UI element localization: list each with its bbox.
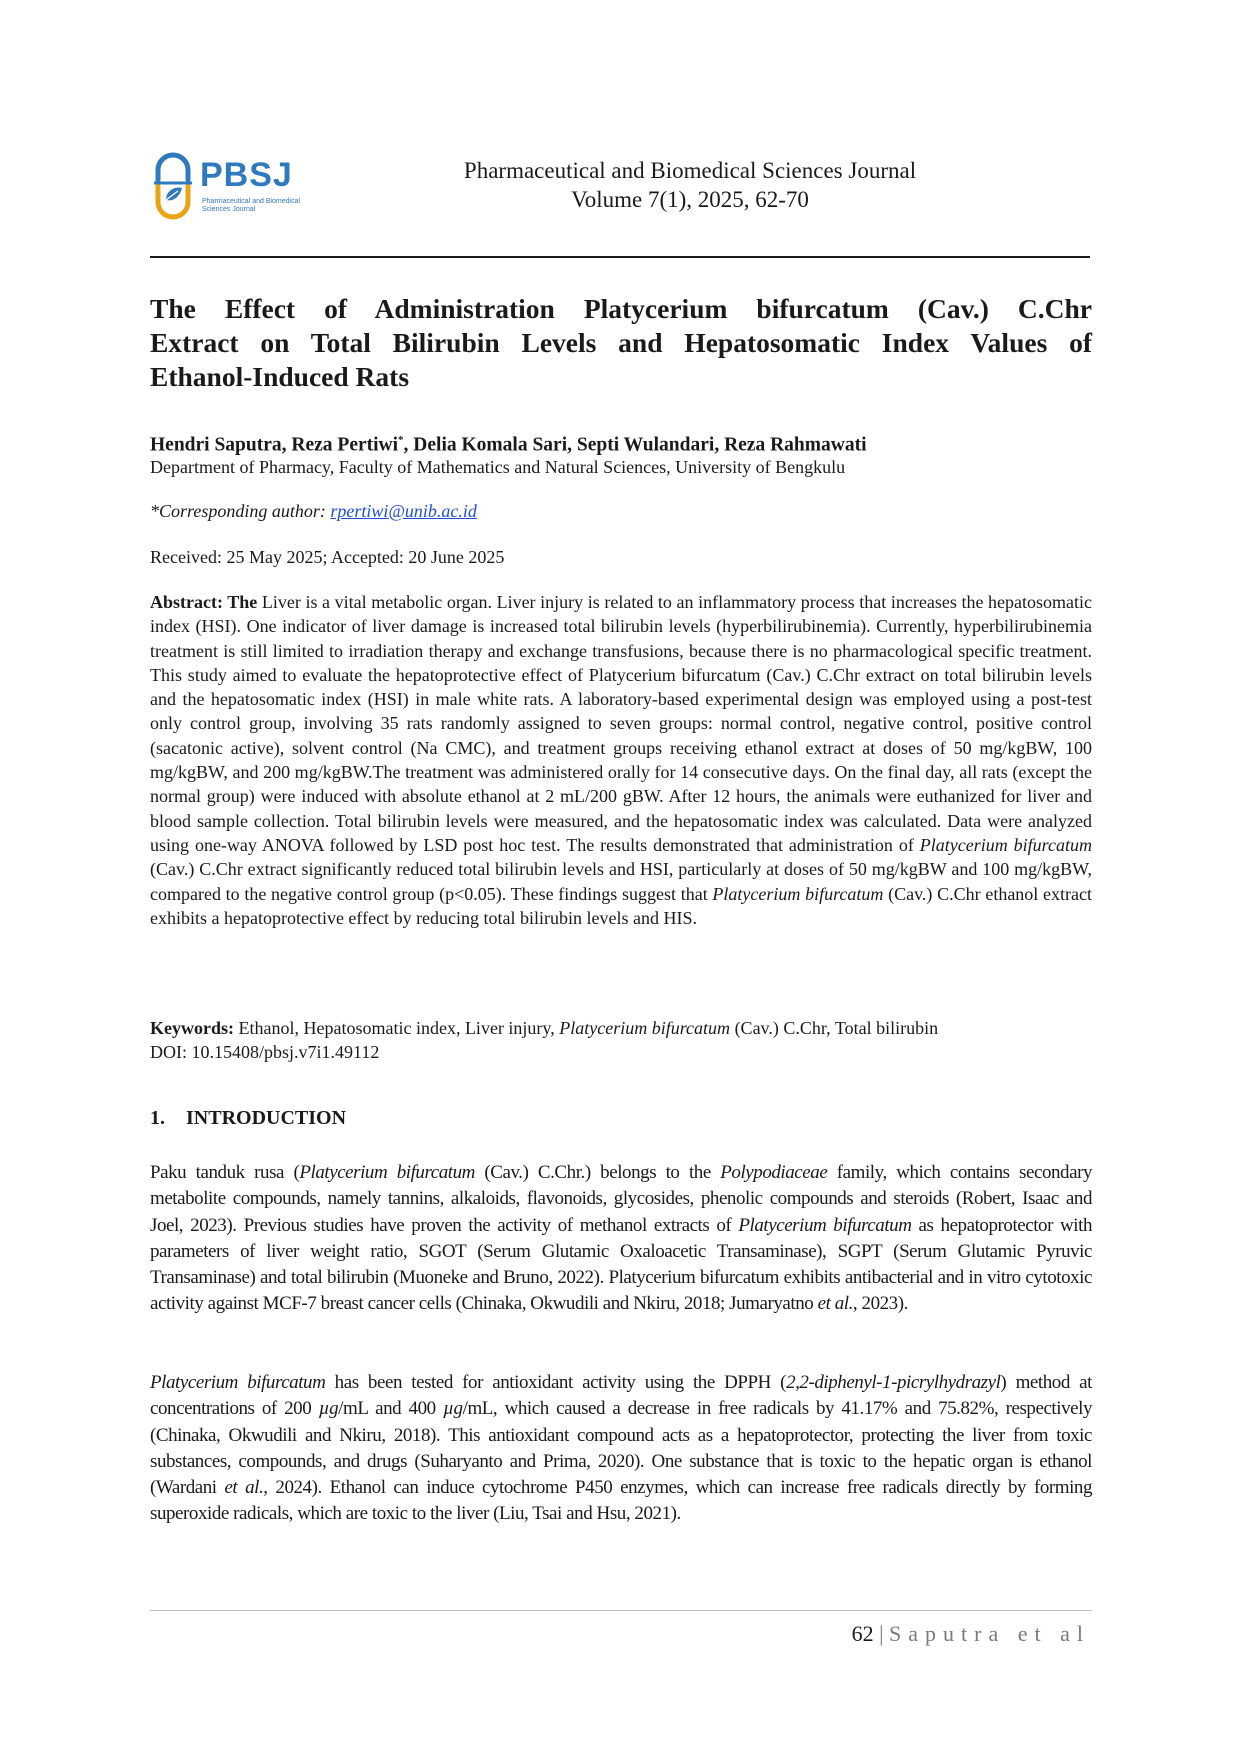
italic-term: Platycerium bifurcatum [150, 1372, 326, 1393]
italic-term: Polypodiaceae [720, 1162, 828, 1183]
keywords-species: Platycerium bifurcatum [559, 1018, 731, 1038]
affiliation: Department of Pharmacy, Faculty of Mathematics and Natural Sciences, University of Bengkulu [150, 457, 846, 477]
abstract-text-3: (Cav.) C.Chr ethanol extract exhibits a hepatoprotective effect by reducing total bilirubin levels and HIS. [150, 883, 1092, 928]
doi: DOI: 10.15408/pbsj.v7i1.49112 [150, 1042, 380, 1062]
footer-separator: | [879, 1621, 884, 1646]
italic-term: Platycerium bifurcatum [738, 1214, 912, 1236]
keywords-text-1: Ethanol, Hepatosomatic index, Liver injury, [234, 1018, 560, 1038]
abstract-species-1: Platycerium bifurcatum [919, 834, 1092, 855]
italic-term: µg [318, 1398, 339, 1420]
journal-header [420, 156, 960, 214]
paragraph-text: family, which contains secondary metabolite compounds, namely tannins, alkaloids, flavonoids, glycosides, phenolic compounds and steroids (Robert, Isaac and Joel, 2023). Previous studies have proven the activity of methanol extracts of [150, 1162, 1093, 1236]
paragraph-text: (Cav.) C.Chr.) belongs to the [474, 1162, 721, 1183]
title-line-2: Extract on Total Bilirubin Levels and Hepatosomatic Index Values of [150, 327, 1092, 358]
intro-paragraph-1 [150, 1160, 1092, 1318]
section-title: INTRODUCTION [186, 1107, 347, 1129]
keywords [150, 1016, 1092, 1040]
journal-name: Pharmaceutical and Biomedical Sciences Journal [463, 158, 917, 183]
article-title [150, 292, 1092, 394]
section-number: 1. [150, 1107, 165, 1129]
title-line-1: The Effect of Administration Platycerium bifurcatum (Cav.) C.Chr [150, 293, 1092, 324]
paragraph-text: /mL and 400 [338, 1398, 444, 1420]
corresponding-email-link[interactable]: rpertiwi@unib.ac.id [330, 501, 477, 521]
intro-paragraph-2 [150, 1370, 1092, 1528]
journal-logo [150, 150, 310, 226]
italic-term: et al. [817, 1293, 853, 1315]
corresponding-label: *Corresponding author: [150, 501, 331, 521]
paragraph-text: has been tested for antioxidant activity using the DPPH ( [325, 1372, 787, 1393]
received-accepted-dates: Received: 25 May 2025; Accepted: 20 June 2025 [150, 547, 505, 567]
paragraph-text: , 2023). [852, 1293, 908, 1315]
corresponding-author [150, 500, 477, 522]
page-footer [852, 1620, 1090, 1648]
keywords-label: Keywords: [150, 1018, 234, 1038]
italic-term: 2,2-diphenyl-1-picrylhydrazyl [786, 1372, 1001, 1393]
italic-term: µg [443, 1398, 463, 1420]
abstract-text-1: Liver is a vital metabolic organ. Liver injury is related to an inflammatory process that increases the hepatosomatic index (HSI). One indicator of liver damage is increased total bilirubin levels (hyperbilirubinemia). Currently, hyperbilirubinemia treatment is still limited to irradiation therapy and exchange transfusions, because there is no pharmacological specific treatment. This study aimed to evaluate the hepatoprotective effect of Platycerium bifurcatum (Cav.) C.Chr extract on total bilirubin levels and the hepatosomatic index (HSI) in male white rats. A laboratory-based experimental design was employed using a post-test only control group, involving 35 rats randomly assigned to seven groups: normal control, negative control, positive control (sacatonic active), solvent control (Na CMC), and treatment groups receiving ethanol extract at doses of 50 mg/kgBW, 100 mg/kgBW, and 200 mg/kgBW.The treatment was administered orally for 14 consecutive days. On the final day, all rats (except the normal group) were induced with absolute ethanol at 2 mL/200 gBW. After 12 hours, the animals were euthanized for liver and blood sample collection. Total bilirubin levels were measured, and the hepatosomatic index was calculated. Data were analyzed using one-way ANOVA followed by LSD post hoc test. The results demonstrated that administration of [150, 592, 1092, 855]
keywords-text-2: (Cav.) C.Chr, Total bilirubin [730, 1018, 939, 1038]
abstract-text-2: (Cav.) C.Chr extract significantly reduced total bilirubin levels and HSI, particularly at doses of 50 mg/kgBW and 100 mg/kgBW, compared to the negative control group (p<0.05). These findings suggest that [150, 859, 1092, 904]
logo-wordmark: PBSJ [200, 156, 293, 194]
paragraph-text: , 2024). Ethanol can induce cytochrome P450 enzymes, which can increase free radicals directly by forming superoxide radicals, which are toxic to the liver (Liu, Tsai and Hsu, 2021). [150, 1477, 1093, 1525]
author-list [150, 428, 867, 458]
logo-subtitle: Pharmaceutical and Biomedical Sciences Journal [202, 198, 301, 213]
italic-term: Platycerium bifurcatum [299, 1162, 475, 1183]
capsule-leaf-icon [150, 150, 196, 226]
title-line-3: Ethanol-Induced Rats [150, 361, 410, 392]
page-number: 62 [851, 1621, 874, 1646]
abstract [150, 590, 1092, 930]
corresponding-mark: * [398, 434, 404, 446]
authors-first: Hendri Saputra, Reza Pertiwi [150, 434, 399, 456]
running-author: Saputra et al [889, 1621, 1090, 1646]
paragraph-text: as hepatoprotector with parameters of liver weight ratio, SGOT (Serum Glutamic Oxaloacetic Transaminase), SGPT (Serum Glutamic Pyruvic Transaminase) and total bilirubin (Muoneke and Bruno, 2022). Platycerium bifurcatum exhibits antibacterial and in vitro cytotoxic activity against MCF-7 breast cancer cells (Chinaka, Okwudili and Nkiru, 2018; Jumaryatno [150, 1214, 1093, 1315]
paragraph-text: ) method at concentrations of 200 [150, 1372, 1092, 1420]
footer-divider [150, 1610, 1092, 1611]
journal-volume: Volume 7(1), 2025, 62-70 [571, 187, 809, 212]
italic-term: et al. [224, 1477, 264, 1499]
paragraph-text: Paku tanduk rusa ( [150, 1162, 300, 1183]
section-heading-introduction [150, 1106, 346, 1130]
abstract-label: Abstract: The [150, 592, 258, 612]
header-divider [150, 256, 1090, 258]
abstract-species-2: Platycerium bifurcatum [712, 883, 884, 904]
paragraph-text: /mL, which caused a decrease in free radicals by 41.17% and 75.82%, respectively (Chinaka, Okwudili and Nkiru, 2018). This antioxidant compound acts as a hepatoprotector, protecting the liver from toxic substances, compounds, and drugs (Suharyanto and Prima, 2020). One substance that is toxic to the hepatic organ is ethanol (Wardani [150, 1398, 1092, 1499]
authors-rest: , Delia Komala Sari, Septi Wulandari, Reza Rahmawati [403, 434, 867, 456]
